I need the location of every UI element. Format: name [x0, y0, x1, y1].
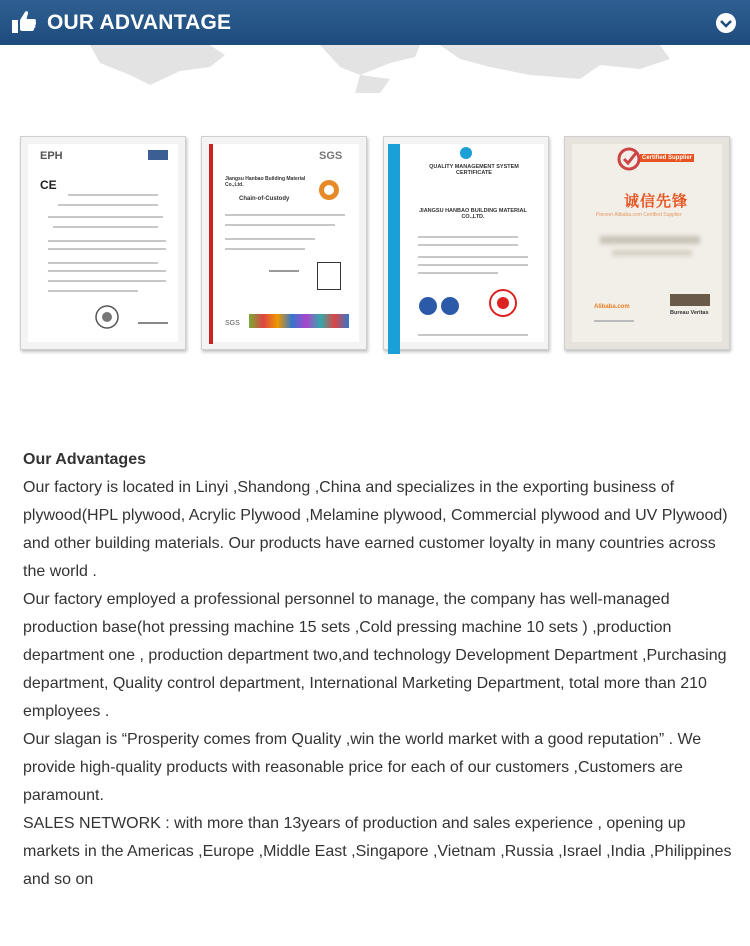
- sgs-badge-icon: [317, 178, 341, 202]
- certificate-company: JIANGSU HANBAO BUILDING MATERIAL CO.,LTD.: [419, 208, 527, 220]
- chevron-down-icon[interactable]: [716, 13, 736, 33]
- accreditation-logos: [418, 294, 478, 318]
- content-heading: Our Advantages: [23, 451, 146, 468]
- certificate-subtitle: Pioneer Alibaba.com Certified Supplier: [596, 212, 682, 218]
- thumbs-up-icon: [11, 10, 37, 34]
- certificate-paper: [572, 144, 722, 342]
- sgs-logo: SGS: [319, 150, 343, 162]
- certificate-paper: [209, 144, 359, 342]
- eph-logo: EPH: [40, 150, 63, 162]
- certificate-chinese-title: 诚信先锋: [624, 193, 689, 210]
- certificate-iso9001[interactable]: [371, 136, 549, 350]
- certificate-paper: [371, 144, 544, 342]
- paragraph-slogan: Our slagan is “Prosperity comes from Quality ,win the world market with a good reputation” . We provide high-quality products with reasonable price for each of our customers ,Customers are paramount.: [23, 731, 702, 804]
- ce-mark: CE: [40, 178, 57, 192]
- certificate-eph[interactable]: [20, 136, 186, 350]
- certificate-paper: [28, 144, 178, 342]
- section-header: [0, 0, 750, 45]
- globe-icon: [458, 146, 474, 160]
- certificate-heading: Chain-of-Custody: [239, 196, 290, 202]
- seal-icon: [94, 304, 120, 330]
- certificate-company: Jiangsu Hanbao Building Material Co.,Ltd.: [225, 176, 306, 188]
- advantages-content: [23, 446, 735, 894]
- certificate-sgs[interactable]: [201, 136, 367, 350]
- sgs-footer: SGS: [225, 320, 240, 327]
- alibaba-logo: Alibaba.com: [594, 304, 630, 310]
- iso-side-text: ISO9001: [371, 234, 384, 286]
- checkmark-badge-icon: [618, 148, 640, 170]
- accreditation-logos: [249, 314, 349, 328]
- fsc-logo: [317, 262, 341, 290]
- section-title: OUR ADVANTAGE: [47, 11, 232, 34]
- certificate-heading: QUALITY MANAGEMENT SYSTEM CERTIFICATE: [429, 164, 519, 176]
- bureau-veritas-logo: [670, 294, 710, 306]
- agency-logo: [148, 150, 168, 160]
- world-map-background: [60, 45, 700, 93]
- blurred-company-name-en: [612, 250, 692, 256]
- certificate-alibaba[interactable]: [564, 136, 730, 350]
- blurred-company-name: [600, 236, 700, 244]
- red-seal-icon: [488, 288, 518, 318]
- paragraph-location: Our factory is located in Linyi ,Shandong ,China and specializes in the exporting business of plywood(HPL plywood, Acrylic Plywood ,Melamine plywood, Commercial plywood and UV Plywood) and other building materials. Our products have earned customer loyalty in many countries across the world .: [23, 479, 728, 580]
- certified-supplier-badge: Certified Supplier: [642, 155, 693, 161]
- bureau-veritas-text: Bureau Veritas: [670, 310, 709, 316]
- paragraph-sales-network: SALES NETWORK : with more than 13years of production and sales experience , opening up markets in the Americas ,Europe ,Middle East ,Singapore ,Vietnam ,Russia ,Israel ,India ,Philippines and so on: [23, 815, 732, 888]
- iso-side-band: [388, 144, 400, 354]
- paragraph-personnel: Our factory employed a professional personnel to manage, the company has well-managed production base(hot pressing machine 15 sets ,Cold pressing machine 10 sets ) ,production department one , production department two,and technology Development Department ,Purchasing department, Quality control department, International Marketing Department, total more than 210 employees .: [23, 591, 727, 720]
